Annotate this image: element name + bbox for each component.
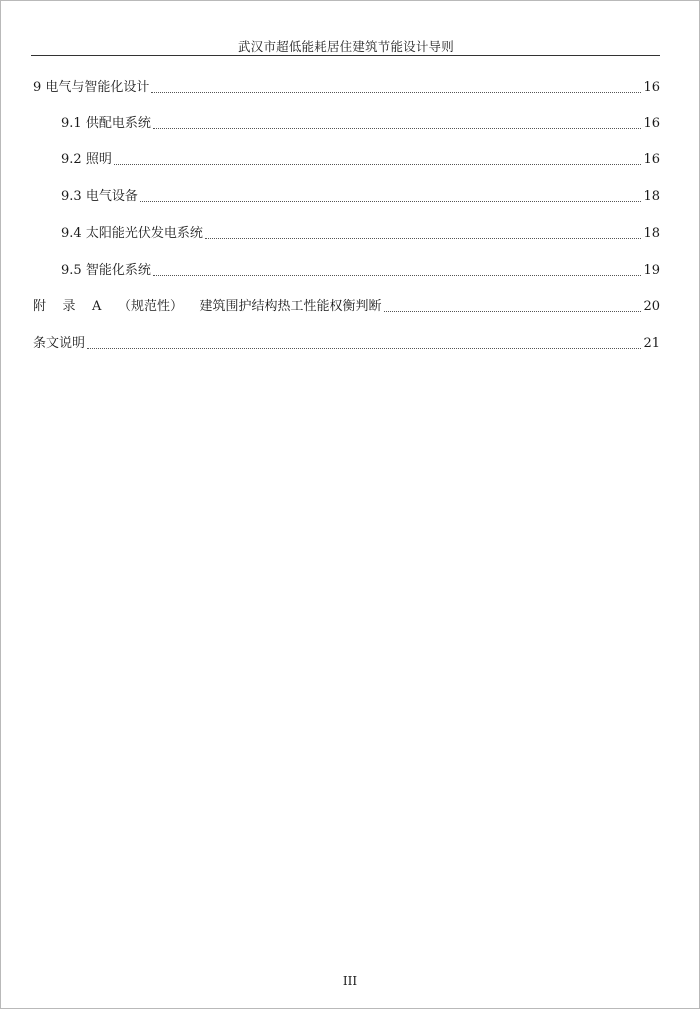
toc-entry-page: 18 [643,189,660,204]
toc-entry-page: 19 [643,263,660,278]
dot-leader [114,164,642,165]
dot-leader [384,311,642,312]
toc-entry-number: 9.2 [61,152,86,167]
toc-entry-page: 16 [643,152,660,167]
dot-leader [140,201,642,202]
dot-leader [205,238,642,239]
toc-entry-title: 供配电系统 [85,116,151,131]
toc-entry-title: 电气与智能化设计 [45,80,150,95]
toc-entry-section-9-3[interactable] [61,185,660,205]
toc-entry-section-9-2[interactable] [61,148,660,168]
dot-leader [151,92,641,93]
toc-entry-chapter-9[interactable] [33,76,660,96]
toc-entry-title: 电气设备 [85,189,138,204]
dot-leader [153,275,642,276]
toc-entry-title: 照明 [85,152,112,167]
toc-entry-page: 21 [643,336,660,351]
running-header: 武汉市超低能耗居住建筑节能设计导则 [238,39,454,54]
toc-entry-page: 20 [643,299,660,314]
toc-entry-title: 附 录 A （规范性） 建筑围护结构热工性能权衡判断 [33,299,382,314]
toc-entry-explanation[interactable] [33,332,660,352]
page-number: III [342,974,358,988]
toc-entry-section-9-1[interactable] [61,112,660,132]
toc-entry-section-9-5[interactable] [61,259,660,279]
dot-leader [87,348,641,349]
toc-entry-appendix-a[interactable] [33,295,660,315]
toc-entry-title: 条文说明 [33,336,86,351]
toc-entry-number: 9.1 [61,116,86,131]
toc-entry-number: 9.3 [61,189,86,204]
toc-entry-page: 16 [643,116,660,131]
toc-entry-page: 18 [643,226,660,241]
toc-entry-number: 9.4 [61,226,86,241]
toc-entry-title: 智能化系统 [85,263,151,278]
toc-entry-number: 9.5 [61,263,86,278]
toc-entry-title: 太阳能光伏发电系统 [85,226,203,241]
dot-leader [153,128,642,129]
toc-entry-section-9-4[interactable] [61,222,660,242]
toc-entry-number: 9 [33,80,46,95]
header-rule [31,55,660,56]
toc-entry-page: 16 [643,80,660,95]
